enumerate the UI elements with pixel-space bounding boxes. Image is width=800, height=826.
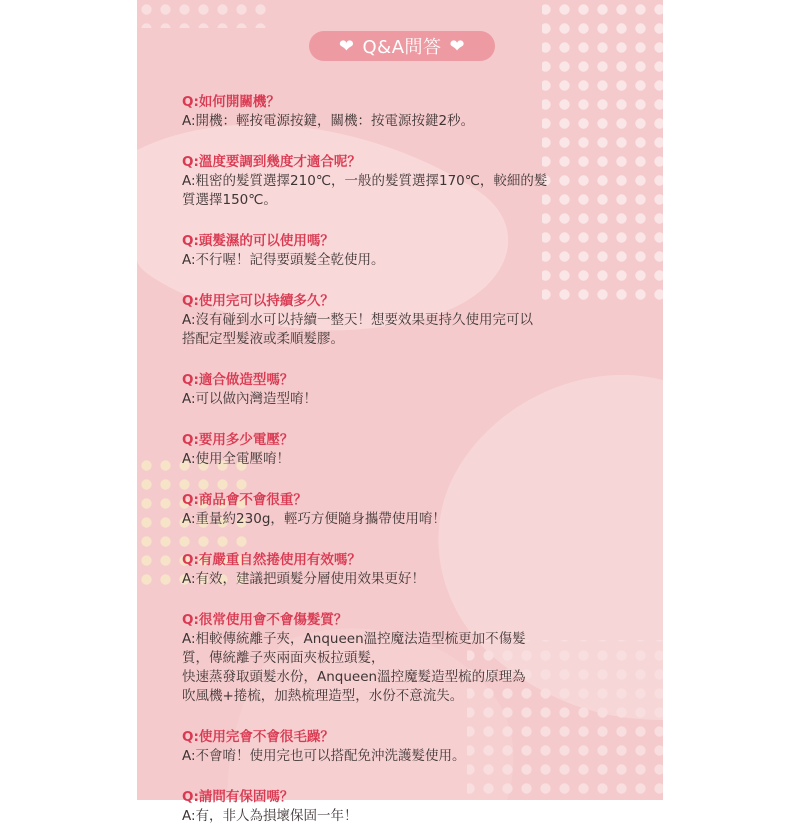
faq-answer-line: A:有效，建議把頭髮分層使用效果更好！	[182, 571, 426, 587]
faq-answer-line: 快速蒸發取頭髮水份，Anqueen溫控魔髮造型梳的原理為	[182, 669, 526, 685]
faq-answer	[182, 172, 612, 210]
faq-answer-line: A:不會唷！使用完也可以搭配免沖洗護髮使用。	[182, 748, 466, 764]
faq-question: Q:有嚴重自然捲使用有效嗎？	[182, 552, 361, 568]
faq-answer	[182, 630, 612, 706]
heart-icon: ❤	[338, 35, 355, 57]
faq-answer-line: A:沒有碰到水可以持續一整天！想要效果更持久使用完可以	[182, 312, 534, 328]
faq-answer-line: 質選擇150℃。	[182, 192, 277, 208]
heart-icon: ❤	[449, 35, 466, 57]
faq-answer	[182, 450, 612, 469]
faq-question: Q:很常使用會不會傷髮質？	[182, 612, 348, 628]
faq-item	[182, 788, 612, 826]
faq-item	[182, 551, 612, 589]
faq-answer	[182, 311, 612, 349]
faq-question: Q:要用多少電壓？	[182, 432, 294, 448]
faq-list	[182, 93, 612, 826]
faq-item	[182, 728, 612, 766]
faq-item	[182, 232, 612, 270]
page-title	[309, 31, 495, 61]
faq-item	[182, 611, 612, 706]
faq-item	[182, 153, 612, 210]
faq-answer-line: A:可以做內灣造型唷！	[182, 391, 318, 407]
faq-answer-line: 吹風機+捲梳，加熱梳理造型，水份不意流失。	[182, 688, 464, 704]
faq-question: Q:使用完會不會很毛躁？	[182, 729, 334, 745]
title-text: Q&A問答	[362, 37, 442, 58]
faq-question: Q:請問有保固嗎？	[182, 789, 294, 805]
faq-question: Q:如何開關機？	[182, 94, 280, 110]
faq-question: Q:商品會不會很重？	[182, 492, 307, 508]
faq-answer-line: A:有，非人為損壞保固一年！	[182, 808, 358, 824]
faq-answer	[182, 510, 612, 529]
faq-question: Q:溫度要調到幾度才適合呢？	[182, 154, 361, 170]
faq-item	[182, 431, 612, 469]
faq-answer-line: A:粗密的髮質選擇210℃，一般的髮質選擇170℃，較細的髮	[182, 173, 548, 189]
faq-answer-line: 質，傳統離子夾兩面夾板拉頭髮，	[182, 650, 385, 666]
faq-answer	[182, 570, 612, 589]
faq-item	[182, 491, 612, 529]
faq-answer-line: A:開機：輕按電源按鍵，關機：按電源按鍵2秒。	[182, 113, 475, 129]
faq-question: Q:適合做造型嗎？	[182, 372, 294, 388]
faq-answer	[182, 807, 612, 826]
faq-answer-line: A:相較傳統離子夾，Anqueen溫控魔法造型梳更加不傷髮	[182, 631, 526, 647]
faq-answer	[182, 251, 612, 270]
faq-answer-line: 搭配定型髮液或柔順髮膠。	[182, 331, 344, 347]
faq-answer-line: A:使用全電壓唷！	[182, 451, 291, 467]
faq-item	[182, 93, 612, 131]
faq-answer	[182, 112, 612, 131]
faq-question: Q:使用完可以持續多久？	[182, 293, 334, 309]
faq-answer	[182, 747, 612, 766]
faq-item	[182, 292, 612, 349]
faq-answer-line: A:重量約230g，輕巧方便隨身攜帶使用唷！	[182, 511, 446, 527]
faq-card	[137, 0, 663, 824]
faq-answer-line: A:不行喔！記得要頭髮全乾使用。	[182, 252, 385, 268]
faq-item	[182, 371, 612, 409]
faq-question: Q:頭髮濕的可以使用嗎？	[182, 233, 334, 249]
faq-answer	[182, 390, 612, 409]
